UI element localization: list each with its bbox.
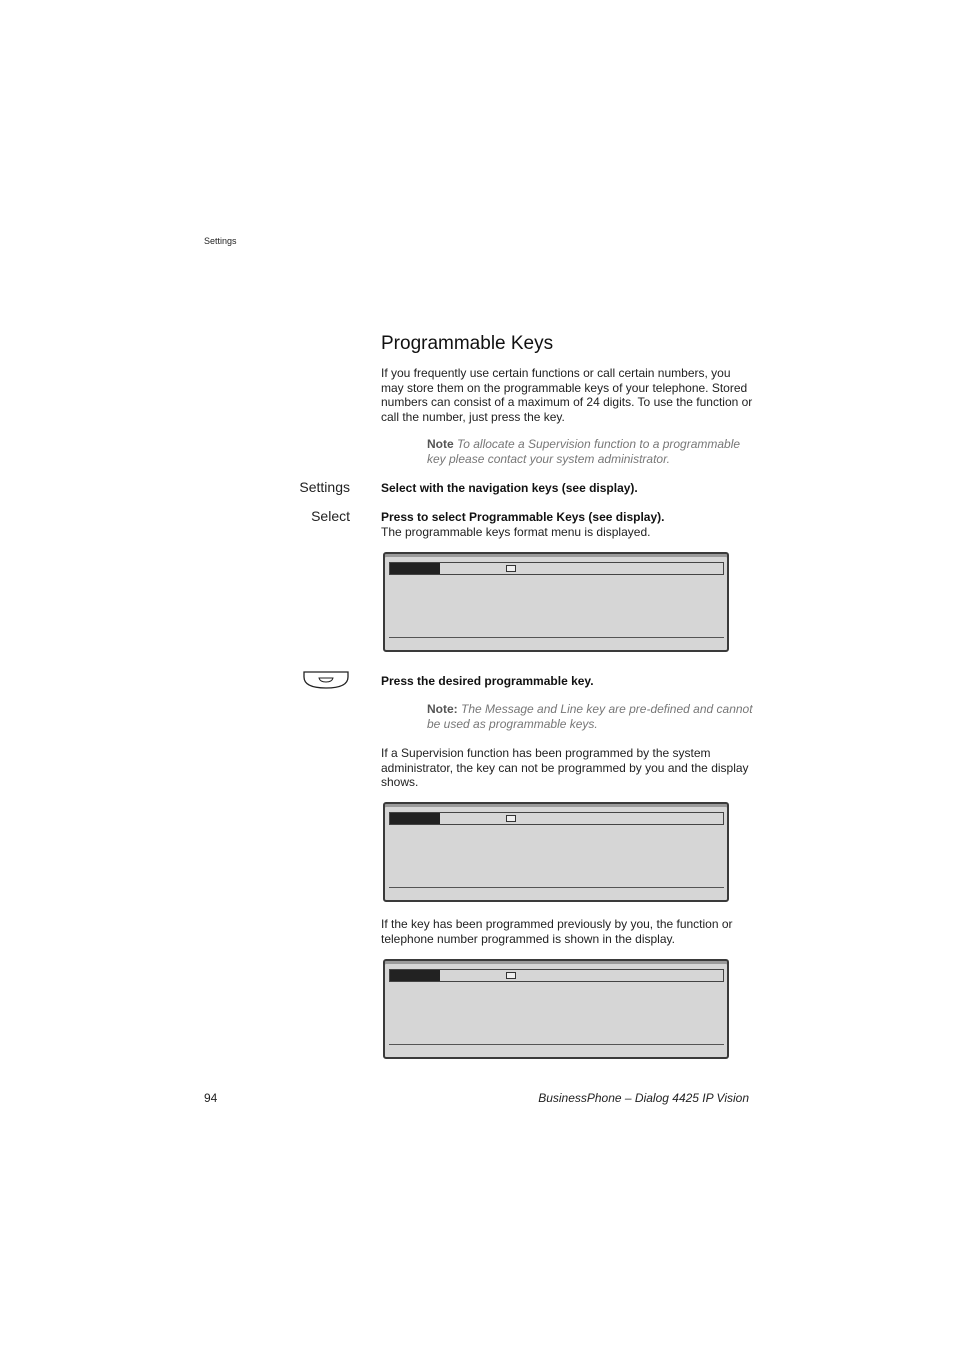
page-number: 94	[204, 1091, 218, 1105]
note-text: To allocate a Supervision function to a programmable key please contact your system administrator.	[427, 437, 741, 466]
running-header: Settings	[204, 236, 237, 246]
step-instruction: Select with the navigation keys (see display).	[381, 481, 638, 495]
step-settings-text	[381, 481, 761, 496]
note-label: Note	[427, 437, 454, 451]
display-divider	[389, 1044, 724, 1045]
display-selected-segment	[390, 813, 440, 824]
note-text: The Message and Line key are pre-defined and cannot be used as programmable keys.	[427, 702, 753, 731]
step-instruction: Press the desired programmable key.	[381, 674, 594, 688]
supervision-paragraph: If a Supervision function has been programmed by the system administrator, the key can not be programmed by you and the display shows.	[381, 746, 749, 790]
step-label-select: Select	[311, 508, 350, 524]
step-press-key-text	[381, 674, 761, 689]
phone-display-supervision	[383, 802, 729, 902]
step-label-settings: Settings	[299, 479, 350, 495]
note-supervision	[427, 437, 757, 467]
display-indicator-icon	[506, 565, 516, 572]
display-divider	[389, 637, 724, 638]
step-select-text	[381, 510, 761, 540]
phone-display-programmed	[383, 959, 729, 1059]
phone-display-format-menu	[383, 552, 729, 652]
note-predefined-keys	[427, 702, 757, 732]
footer-document-title: BusinessPhone – Dialog 4425 IP Vision	[538, 1091, 749, 1105]
display-selected-segment	[390, 563, 440, 574]
display-header-bar	[389, 969, 724, 982]
display-selected-segment	[390, 970, 440, 981]
previous-programming-paragraph: If the key has been programmed previously by you, the function or telephone number programmed is shown in the display.	[381, 917, 733, 946]
display-indicator-icon	[506, 972, 516, 979]
display-header-bar	[389, 562, 724, 575]
display-header-bar	[389, 812, 724, 825]
programmable-key-icon	[303, 671, 349, 689]
intro-paragraph: If you frequently use certain functions or call certain numbers, you may store them on the programmable keys of your telephone. Stored numbers can consist of a maximum of 24 digits. To use the function or call the number, just press the key.	[381, 366, 753, 424]
display-divider	[389, 887, 724, 888]
note-label: Note:	[427, 702, 458, 716]
step-description: The programmable keys format menu is displayed.	[381, 525, 651, 539]
step-instruction: Press to select Programmable Keys (see display).	[381, 510, 665, 524]
display-indicator-icon	[506, 815, 516, 822]
page-title: Programmable Keys	[381, 333, 554, 354]
